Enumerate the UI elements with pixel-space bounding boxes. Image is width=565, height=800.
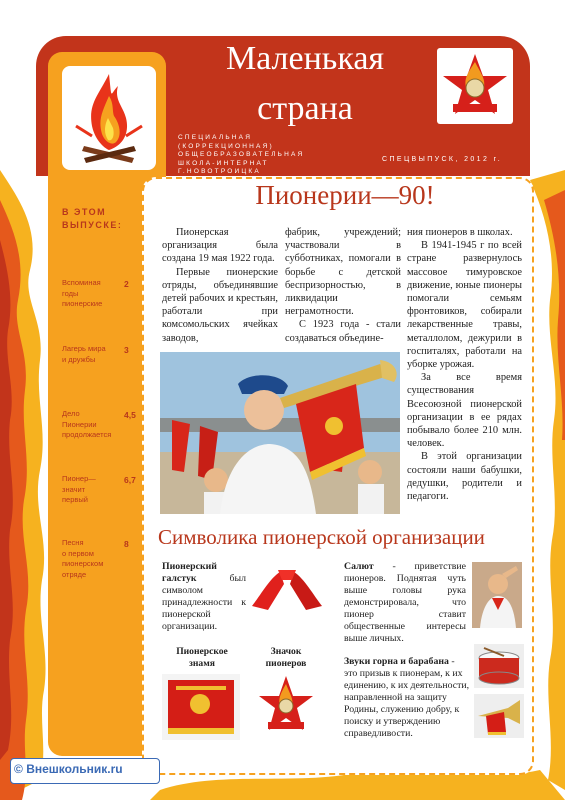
tie-term: Пионерский галстук xyxy=(162,561,217,584)
toc-item-line: и дружбы xyxy=(62,354,96,364)
site-name: Внешкольник.ru xyxy=(26,762,123,776)
newspaper-title-line2: страна xyxy=(257,90,353,127)
article-column-2 xyxy=(285,226,401,345)
toc-item-line: Пионер— xyxy=(62,474,96,483)
pioneer-star-icon xyxy=(437,48,513,124)
paragraph: Первые пионерские отряды, объединявшие детей рабочих и крестьян, работали при комсомольских ячейках заводов, xyxy=(162,266,278,344)
toc-page: 2 xyxy=(124,279,129,289)
toc-item-line: годы xyxy=(62,288,79,298)
badge-caption xyxy=(252,646,320,669)
banner-caption xyxy=(162,646,242,669)
toc-item-line: значит xyxy=(62,484,86,494)
paragraph: За все время существования Всесоюзной пионерской организации в ее рядах побывало более 210 млн. человек. xyxy=(407,372,522,450)
toc-item-line: первый xyxy=(62,495,88,504)
salute-term: Салют xyxy=(344,561,374,572)
toc-heading-line: ВЫПУСКЕ: xyxy=(62,220,123,230)
toc-item-line: Вспоминая xyxy=(62,278,101,287)
toc-item[interactable] xyxy=(62,538,122,580)
toc-item-line: отряде xyxy=(62,569,87,579)
special-issue-label: СПЕЦВЫПУСК, 2012 г. xyxy=(382,156,503,163)
campfire-logo xyxy=(62,66,156,170)
salute-text xyxy=(344,561,466,645)
toc-item-line: Лагерь мира xyxy=(62,344,106,353)
article-title: Пионерии—90! xyxy=(255,180,435,210)
paragraph: ния пионеров в школах. xyxy=(407,227,513,238)
tie-description: был символом принадлежности к пионерской организации. xyxy=(162,573,246,632)
pioneer-badge-photo xyxy=(437,48,513,124)
article-column-1 xyxy=(162,226,278,345)
toc-item-line: Дело xyxy=(62,409,80,418)
toc-item[interactable] xyxy=(62,474,122,506)
toc-item-line: о первом xyxy=(62,548,94,558)
toc-page: 4,5 xyxy=(124,410,136,420)
school-name xyxy=(178,134,328,177)
toc-item-line: Песня xyxy=(62,538,84,547)
pioneer-tie-image xyxy=(250,566,324,618)
salute-description: - приветствие пионеров. Поднятая чуть выше головы рука демонстрировала, что пионер ставит общественные интересы выше личных. xyxy=(344,561,466,644)
caption-line: Значок xyxy=(270,646,302,657)
article-column-3 xyxy=(407,226,522,503)
school-line: ШКОЛА-ИНТЕРНАТ xyxy=(178,159,269,167)
toc-item-line: пионерском xyxy=(62,559,104,568)
pioneer-badge-image xyxy=(258,674,314,738)
paragraph: В этой организации состояли наши бабушки, дедушки, родители и педагоги. xyxy=(407,451,522,503)
caption-line: Пионерское xyxy=(176,646,228,657)
toc-heading-line: В ЭТОМ xyxy=(62,207,107,217)
caption-line: знамя xyxy=(189,657,215,669)
drum-image xyxy=(474,644,524,688)
toc-item[interactable] xyxy=(62,409,122,441)
section-title: Символика пионерской организации xyxy=(158,525,485,549)
paragraph: Пионерская организация была создана 19 мая 1922 года. xyxy=(162,227,278,265)
toc-item-line: пионерские xyxy=(62,299,103,308)
bugler-photo xyxy=(160,352,400,514)
toc-page: 8 xyxy=(124,539,129,549)
toc-heading xyxy=(62,206,162,232)
toc-item[interactable] xyxy=(62,344,122,365)
school-line: СПЕЦИАЛЬНАЯ xyxy=(178,134,253,141)
school-line: ОБЩЕОБРАЗОВАТЕЛЬНАЯ xyxy=(178,151,305,159)
pioneer-banner-image xyxy=(162,674,240,740)
toc-item-line: Пионерии xyxy=(62,419,97,429)
campfire-icon xyxy=(62,66,156,170)
drum-description: - это призыв к пионерам, к их единению, к их деятельности, направленной на защиту Родины, служению добру, к поиску и утверждению справедливости. xyxy=(344,656,470,739)
drum-text xyxy=(344,656,470,740)
toc-item-line: продолжается xyxy=(62,430,112,439)
tie-text xyxy=(162,561,246,633)
newspaper-title-line1: Маленькая xyxy=(225,40,385,77)
paragraph: В 1941-1945 г по всей стране развернулось массовое тимуровское движение, юные пионеры помогали семьям фронтовиков, собирали лекарственные травы, металлолом, дежурили в госпиталях, работали на уборке урожая. xyxy=(407,240,522,371)
paragraph: фабрик, учреждений; участвовали в субботниках, помогали в борьбе с детской беспризорностью, в ликвидации неграмотности. xyxy=(285,227,401,318)
drum-term: Звуки горна и барабана xyxy=(344,656,449,667)
toc-page: 3 xyxy=(124,345,129,355)
site-logo-text[interactable] xyxy=(14,762,156,776)
paragraph: С 1923 года - стали создаваться объедине- xyxy=(285,319,401,344)
school-line: Г.НОВОТРОИЦКА xyxy=(178,168,261,176)
school-line: (КОРРЕКЦИОННАЯ) xyxy=(178,142,274,150)
caption-line: пионеров xyxy=(265,657,307,669)
salute-photo xyxy=(472,562,522,628)
toc-item[interactable] xyxy=(62,278,122,310)
toc-page: 6,7 xyxy=(124,475,136,485)
copyright-symbol: © xyxy=(14,762,23,776)
bugle-image xyxy=(474,694,524,738)
